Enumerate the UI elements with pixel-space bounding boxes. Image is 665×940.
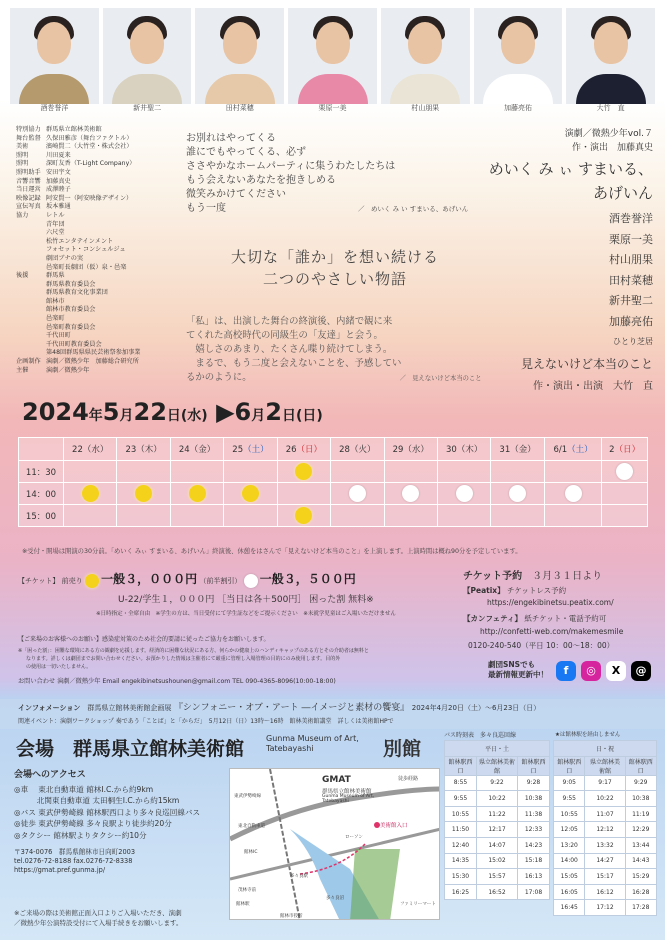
bus-row: 11:50 12:17 12:33 bbox=[445, 822, 550, 838]
schedule-cell bbox=[437, 483, 490, 505]
credit-row: 照明助手 安田宇文 bbox=[16, 168, 71, 176]
ticket-label: 【チケット】 bbox=[18, 577, 60, 585]
credit-2: 作・演出・出演 大竹 直 bbox=[533, 381, 653, 392]
threads-icon[interactable]: @ bbox=[631, 661, 651, 681]
credit-row: 千代田町教育委員会 bbox=[46, 340, 102, 348]
schedule-cell bbox=[277, 461, 330, 483]
address: 〒374-0076 群馬県館林市日向町2003 tel.0276-72-8188 fax.0276-72-8338 https://gmat.pref.gunma.jp/ bbox=[14, 847, 136, 874]
schedule-row bbox=[19, 505, 648, 527]
actor-name: 酒巻誉洋 bbox=[609, 212, 653, 225]
yellow-performance-dot-icon bbox=[295, 507, 312, 524]
cast-photo bbox=[381, 8, 470, 104]
schedule-header bbox=[19, 438, 648, 461]
credit-row: 邑楽町教育委員会 bbox=[46, 323, 96, 331]
footer-note: ※ご来場の際は美術館正面入口よりご入場いただき、演劇 ／微熱少年公演特設受付にて入場手続きをお願いします。 bbox=[14, 909, 183, 927]
map-label: 東武伊勢崎線 bbox=[234, 794, 261, 799]
adult-price-sub: （前半割引） bbox=[199, 577, 242, 585]
map-museum: 群馬県立館林美術館 bbox=[322, 789, 372, 795]
peatix-line: 【Peatix】 チケットレス予約 bbox=[463, 586, 567, 595]
bus-row: 12:40 14:07 14:23 bbox=[445, 837, 550, 853]
bus-row: 16:45 17:12 17:28 bbox=[554, 900, 657, 916]
schedule-row bbox=[19, 483, 648, 505]
facebook-icon[interactable]: f bbox=[556, 661, 576, 681]
map-walk-legend: 徒歩経路 bbox=[398, 776, 419, 782]
credit-row: 舞台監督 久保田雅彦（舞台ファクトル） bbox=[16, 134, 133, 142]
adult-price-2: 一般３，５００円 bbox=[259, 572, 356, 586]
phone-number: 0120-240-540（平日 10：00～18：00） bbox=[468, 641, 615, 650]
bus-row: 8:55 9:22 9:28 bbox=[445, 775, 550, 791]
credit-row: フォセット・コンシェルジュ bbox=[46, 246, 126, 254]
credit-row: 後援 群馬県 bbox=[16, 272, 65, 280]
credit-row: 主催 演劇／微熱少年 bbox=[16, 366, 90, 374]
schedule-cell bbox=[117, 461, 170, 483]
credit-row: 当日運営 成澤睦子 bbox=[16, 186, 71, 194]
reserve-title: チケット予約 ３月３１日より bbox=[463, 571, 603, 582]
door-price: ［当日は各＋500円］ bbox=[217, 595, 307, 605]
white-performance-dot-icon bbox=[616, 463, 633, 480]
yellow-performance-dot-icon bbox=[135, 485, 152, 502]
cast-name: 栗原一美 bbox=[318, 104, 347, 112]
bus-table-weekday: 平日・土 館林駅西口 県立館林美術館 館林駅西口 8:55 9:22 9:28 9:55 10:22 10:38 10:55 11:22 11:38 11:50 12:17 12:33 12:40 14:07 14:23 14:35 15:02 15:18 15:30 15:57 16:13 16:25 16:52 17:08 bbox=[444, 740, 550, 900]
cast-name: 新井聖二 bbox=[133, 104, 162, 112]
schedule-cell bbox=[224, 505, 277, 527]
info-line-2: 関連イベント：演劇ワークショップ 奏であう「ことば」と「からだ」 5月12日（日）13時～16時 館林美術館講堂 詳しくは美術館HPで bbox=[18, 718, 394, 725]
schedule-cell bbox=[602, 505, 648, 527]
access-line: ◎バス 東武伊勢崎線 館林駅西口より多々良巡回線バス bbox=[14, 807, 201, 817]
u22-price: U-22/学生１，０００円 bbox=[118, 595, 215, 605]
story-line: まるで、もう二度と会えないことを、予感してい bbox=[186, 358, 402, 369]
credits-list bbox=[16, 126, 176, 375]
schedule-day: 2（日） bbox=[602, 438, 648, 461]
map-label: 東北自動車道 bbox=[238, 824, 265, 829]
headline bbox=[200, 246, 470, 290]
access-line: ◎車 東北自動車道 館林I.C.から約9km bbox=[14, 784, 154, 794]
schedule-cell bbox=[384, 505, 437, 527]
access-title: 会場へのアクセス bbox=[14, 770, 86, 780]
credit-row: 劇団ブナの実 bbox=[46, 254, 84, 262]
poem-line: 微笑みかけてください bbox=[186, 189, 286, 200]
white-performance-dot-icon bbox=[509, 485, 526, 502]
access-map bbox=[229, 768, 440, 920]
instagram-icon[interactable]: ◎ bbox=[581, 661, 601, 681]
credit-row: 第48回群馬県県民芸術祭参加事業 bbox=[46, 349, 141, 357]
map-label: ファミリーマート bbox=[400, 902, 436, 907]
cast-photo bbox=[103, 8, 192, 104]
yellow-performance-dot-icon bbox=[82, 485, 99, 502]
credit-row: 特別協力 群馬県立館林美術館 bbox=[16, 126, 102, 133]
schedule-day: 25（土） bbox=[224, 438, 277, 461]
schedule-time: 15：00 bbox=[19, 505, 64, 527]
info-line-1: インフォメーション 群馬県立館林美術館企画展 『シンフォニー・オブ・アート ―イメージと素材の饗宴』 2024年4月20日（土）～6月23日（日） bbox=[18, 703, 541, 713]
schedule-row bbox=[19, 461, 648, 483]
confetti-line: 【カンフェティ】 紙チケット・電話予約可 bbox=[463, 614, 607, 623]
access-line: ◎徒歩 東武伊勢崎線 多々良駅より徒歩約20分 bbox=[14, 819, 172, 829]
credit-1: 作・演出 加藤真史 bbox=[571, 143, 653, 153]
schedule-day: 23（木） bbox=[117, 438, 170, 461]
cast-photo bbox=[10, 8, 99, 104]
yellow-performance-dot-icon bbox=[242, 485, 259, 502]
story-line: 「私」は、出演した舞台の終演後、内緒で観に来 bbox=[186, 316, 393, 327]
schedule-cell bbox=[491, 483, 544, 505]
venue-title: 会場 群馬県立館林美術館 bbox=[16, 738, 245, 760]
access-line: 北関東自動車道 太田桐生I.C.から約15km bbox=[14, 796, 180, 806]
credit-row: 邑楽町 bbox=[46, 315, 65, 323]
sns-note: 劇団SNSでも 最新情報更新中！ bbox=[488, 660, 548, 679]
poem-block bbox=[186, 132, 486, 216]
schedule-cell bbox=[64, 505, 117, 527]
bus-row: 12:05 12:12 12:29 bbox=[554, 822, 657, 838]
schedule-cell bbox=[544, 461, 602, 483]
performance-dates: 2024年5月22日(水) ▶6月2日(日) bbox=[22, 398, 323, 426]
credit-row: 音響音響 加藤真史 bbox=[16, 177, 71, 185]
credit-row: 六尺堂 bbox=[46, 229, 65, 237]
schedule-time: 11：30 bbox=[19, 461, 64, 483]
cast-photo-row bbox=[10, 8, 655, 104]
schedule-day: 28（火） bbox=[331, 438, 384, 461]
ticket-prices bbox=[18, 570, 356, 588]
notice-3: なります。詳しくは劇団までお問い合わせください。お預かりした情報は主催者にて厳重に管理し入場管理の目的にのみ使用します。目的外 bbox=[26, 656, 341, 662]
story-line: てくれた高校時代の同級生の「友達」と会う。 bbox=[186, 330, 383, 341]
map-label: 館林市役所 bbox=[280, 914, 303, 919]
credit-row: 協力 レトル bbox=[16, 211, 65, 219]
bus-row: 13:20 13:32 13:44 bbox=[554, 837, 657, 853]
credit-row: 群馬県教育文化事業団 bbox=[46, 289, 108, 297]
confetti-link[interactable]: http://confetti-web.com/makemesmile bbox=[480, 627, 624, 636]
schedule-day: 29（水） bbox=[384, 438, 437, 461]
white-performance-dot-icon bbox=[565, 485, 582, 502]
schedule-cell bbox=[277, 505, 330, 527]
schedule-cell bbox=[117, 505, 170, 527]
schedule-cell bbox=[117, 483, 170, 505]
schedule-cell bbox=[170, 505, 223, 527]
poem-line: もう会えないあなたを抱きしめる bbox=[186, 175, 336, 186]
notice-1: 【ご来場のお客様へのお願い】感染症対策のため社会的要請に従ったご協力をお願いします。 bbox=[18, 636, 270, 643]
headline-line-1: 大切な「誰か」を想い続ける bbox=[230, 248, 439, 266]
map-label: 茂林寺前 bbox=[238, 888, 256, 893]
schedule-cell bbox=[64, 483, 117, 505]
credit-row: 千代田町 bbox=[46, 332, 71, 340]
cast-name: 加藤亮佑 bbox=[503, 104, 532, 112]
schedule-day: 24（金） bbox=[170, 438, 223, 461]
yellow-performance-dot-icon bbox=[189, 485, 206, 502]
cast-name: 大竹 直 bbox=[596, 104, 625, 112]
headline-line-2: 二つのやさしい物語 bbox=[262, 270, 407, 288]
actor-name: 田村菜穂 bbox=[609, 273, 653, 287]
cast-name: 村山朋果 bbox=[411, 104, 440, 112]
credit-row: 松竹エンタテインメント bbox=[46, 237, 114, 245]
bus-title: バス時刻表 多々良巡回線 bbox=[444, 732, 517, 739]
title-2: 見えないけど本当のこと bbox=[520, 357, 653, 371]
schedule-cell bbox=[384, 483, 437, 505]
actor-name: 村山朋果 bbox=[609, 253, 653, 266]
schedule-cell bbox=[277, 483, 330, 505]
map-label: 多々良駅 bbox=[290, 874, 308, 879]
white-performance-dot-icon bbox=[349, 485, 366, 502]
bus-row: 9:55 10:22 10:38 bbox=[445, 791, 550, 807]
bus-note: ★は館林駅を経由しません bbox=[555, 732, 621, 738]
child-price: 困った割 無料※ bbox=[309, 595, 374, 605]
credit-row: 青年団 bbox=[46, 220, 65, 228]
schedule-cell bbox=[544, 483, 602, 505]
credit-row: 館林市教育委員会 bbox=[46, 306, 96, 314]
title-1a: めいく み ぃ すまいる、 bbox=[488, 160, 653, 178]
schedule-cell bbox=[170, 461, 223, 483]
credit-row: 館林市 bbox=[46, 297, 65, 305]
cast-name: 酒巻誉洋 bbox=[40, 104, 69, 112]
map-label: 館林IC bbox=[244, 850, 258, 855]
poem-line: お別れはやってくる bbox=[186, 133, 276, 144]
schedule-cell bbox=[170, 483, 223, 505]
schedule-cell bbox=[331, 483, 384, 505]
yellow-dot-icon bbox=[85, 574, 99, 588]
credit-row: 企画制作 演劇／微熱少年 加藤総合研究所 bbox=[16, 358, 139, 366]
cast-photo bbox=[474, 8, 563, 104]
notice-4: の使用は一切いたしません。 bbox=[26, 664, 92, 670]
ticket-prices-2 bbox=[118, 592, 374, 605]
map-museum-en: Gunma Museum of Art, Tatebayashi bbox=[322, 794, 375, 804]
poem-line: もう一度 ／ めいく み い すまいる、あげいん bbox=[186, 203, 469, 214]
credit-row: 照明 深町友香（T-Light Company） bbox=[16, 160, 136, 168]
schedule-day: 26（日） bbox=[277, 438, 330, 461]
actor-name: 栗原一美 bbox=[609, 232, 653, 246]
bus-row: 10:55 11:22 11:38 bbox=[445, 806, 550, 822]
schedule-time: 14：00 bbox=[19, 483, 64, 505]
bus-row: 16:25 16:52 17:08 bbox=[445, 884, 550, 900]
cast-name-row bbox=[10, 103, 655, 113]
poem-signature: ／ めいく み い すまいる、あげいん bbox=[358, 205, 469, 213]
poem-line: 誰にでもやってくる、必ず bbox=[186, 147, 306, 158]
schedule-day: 30（木） bbox=[437, 438, 490, 461]
schedule-cell bbox=[491, 505, 544, 527]
cast-name: 田村菜穂 bbox=[225, 104, 254, 112]
credit-row: 美術 濱崎賢二（大竹堂・株式会社） bbox=[16, 143, 133, 151]
white-performance-dot-icon bbox=[456, 485, 473, 502]
cast-photo bbox=[195, 8, 284, 104]
bus-row: 9:05 9:17 9:29 bbox=[554, 775, 657, 791]
bus-row: 9:55 10:22 10:38 bbox=[554, 791, 657, 807]
bus-row: 16:05 16:12 16:28 bbox=[554, 884, 657, 900]
schedule-table bbox=[18, 437, 648, 527]
title-1b: あげいん bbox=[592, 184, 653, 202]
venue-en: Gunma Museum of Art, Tatebayashi bbox=[266, 734, 359, 753]
peatix-link[interactable]: https://engekibinetsu.peatix.com/ bbox=[487, 598, 614, 607]
ticket-note: ※日時指定・全席自由 ※学生の方は、当日受付にて学生証などをご提示ください ※未就学児童はご入場いただけません bbox=[96, 611, 396, 617]
credit-row: 群馬県教育委員会 bbox=[46, 280, 96, 288]
schedule-cell bbox=[491, 461, 544, 483]
access-info bbox=[14, 770, 224, 875]
schedule-cell bbox=[224, 483, 277, 505]
story-line: るかのように。 ／ 見えないけど本当のこと bbox=[186, 372, 482, 383]
actor-name: 加藤亮佑 bbox=[609, 314, 653, 328]
contact-line: お問い合わせ 演劇／微熱少年 Email engekibinetsushounen@gmail.com TEL 090-4365-8096(10:00-18:00) bbox=[18, 678, 336, 685]
credit-row: 照明 川田夏来 bbox=[16, 151, 71, 159]
schedule-cell bbox=[437, 461, 490, 483]
bus-row: 10:55 11:07 11:19 bbox=[554, 806, 657, 822]
x-icon[interactable]: X bbox=[606, 661, 626, 681]
schedule-cell bbox=[384, 461, 437, 483]
schedule-cell bbox=[64, 461, 117, 483]
access-line: ◎タクシー 館林駅よりタクシー約10分 bbox=[14, 830, 147, 840]
white-dot-icon bbox=[244, 574, 258, 588]
credit-row: 映像記録 阿安賢一（阿安映像デザイン） bbox=[16, 194, 133, 202]
schedule-day: 31（金） bbox=[491, 438, 544, 461]
solo-label: ひとり芝居 bbox=[613, 337, 653, 346]
info-bar bbox=[0, 699, 665, 729]
story-block bbox=[186, 315, 486, 386]
schedule-cell bbox=[437, 505, 490, 527]
map-label: ローソン bbox=[345, 835, 363, 840]
schedule-day: 22（水） bbox=[64, 438, 117, 461]
map-annex-label: 美術館入口 bbox=[380, 823, 408, 829]
credit-row: 宣伝写真 坂本雅通 bbox=[16, 203, 71, 211]
schedule-cell bbox=[331, 461, 384, 483]
bus-row: 14:00 14:27 14:43 bbox=[554, 853, 657, 869]
actor-name: 新井聖二 bbox=[609, 294, 653, 307]
bus-row: 15:30 15:57 16:13 bbox=[445, 869, 550, 885]
schedule-note: ※受付・開場は開演の30分前。「めいく みぃ すまいる、あげいん」終演後、休憩をはさんで「見えないけど本当のこと」を上演します。上演時間は概ね90分を予定しています。 bbox=[22, 548, 522, 555]
poem-line: ささやかなホームパーティに集うわたしたちは bbox=[186, 161, 396, 172]
story-line: 嬉しさのあまり、たくさん喋り続けてしまう。 bbox=[186, 344, 393, 355]
schedule-cell bbox=[602, 461, 648, 483]
map-label: 多々良沼 bbox=[326, 896, 344, 901]
venue-annex: 別館 bbox=[383, 738, 422, 760]
map-logo: GMAT bbox=[322, 775, 351, 785]
schedule-cell bbox=[544, 505, 602, 527]
credit-row: 邑楽町長劇団（仮）泉・邑楽 bbox=[46, 263, 127, 271]
series-label: 演劇／微熱少年vol.７ bbox=[564, 129, 653, 139]
schedule-cell bbox=[224, 461, 277, 483]
adult-price: 一般３，０００円 bbox=[101, 572, 198, 586]
cast-photo bbox=[288, 8, 377, 104]
bus-row: 15:05 15:17 15:29 bbox=[554, 869, 657, 885]
schedule-cell bbox=[602, 483, 648, 505]
schedule-cell bbox=[331, 505, 384, 527]
map-label: 館林駅 bbox=[236, 902, 250, 907]
presale-label: 前売り bbox=[61, 577, 83, 585]
schedule-day: 6/1（土） bbox=[544, 438, 602, 461]
yellow-performance-dot-icon bbox=[295, 463, 312, 480]
story-signature: ／ 見えないけど本当のこと bbox=[399, 375, 482, 382]
bus-table-holiday: 日・祝 館林駅西口 県立館林美術館 館林駅西口 9:05 9:17 9:29 9:55 10:22 10:38 10:55 11:07 11:19 12:05 12:12 12:29 13:20 13:32 13:44 14:00 14:27 14:43 15:05 15:17 15:29 16:05 16:12 16:28 16:45 17:12 17:28 bbox=[553, 740, 657, 916]
cast-photo bbox=[566, 8, 655, 104]
notice-2: ※「困った割」：困難な環境にある方の観劇を応援します。経済的に困難な状況にある方、何らかの健康上のハンディキャップのある方とその介助者は無料と bbox=[18, 648, 369, 654]
white-performance-dot-icon bbox=[402, 485, 419, 502]
bus-row: 14:35 15:02 15:18 bbox=[445, 853, 550, 869]
